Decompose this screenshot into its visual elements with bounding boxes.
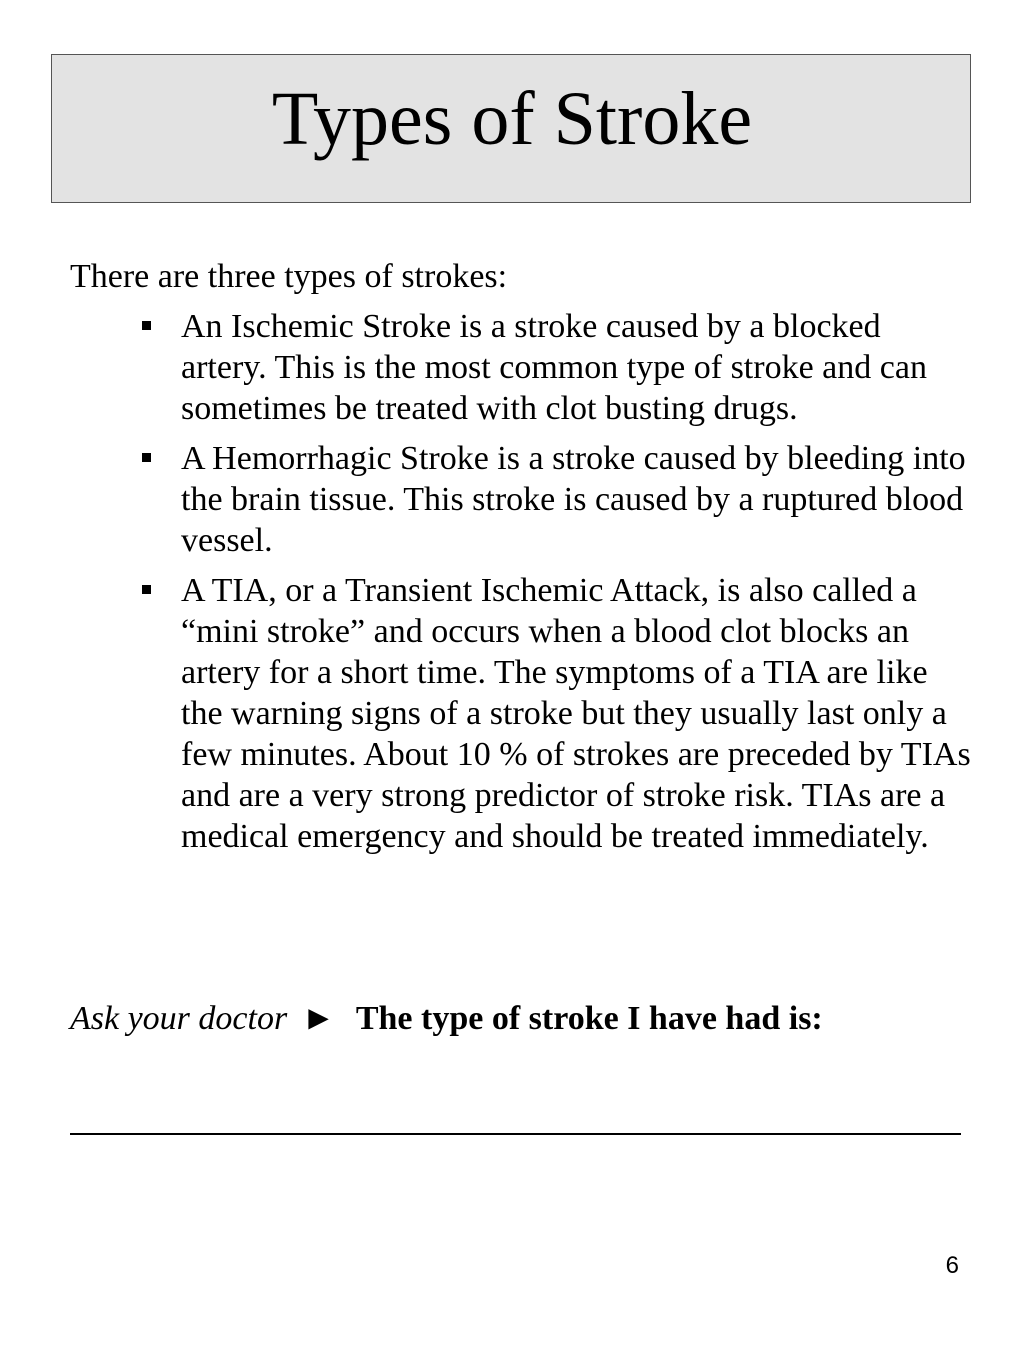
page-title: Types of Stroke	[271, 77, 753, 161]
answer-blank-line[interactable]	[70, 1133, 961, 1135]
list-item-text: A Hemorrhagic Stroke is a stroke caused by bleeding into the brain tissue. This stroke is caused by a ruptured blood vessel.	[181, 440, 966, 559]
stroke-types-list	[0, 306, 971, 866]
list-item-ischemic	[0, 306, 971, 429]
square-bullet-icon	[142, 321, 151, 330]
ask-doctor-question: The type of stroke I have had is:	[355, 1000, 823, 1037]
page-number: 6	[945, 1252, 959, 1279]
list-item-tia	[0, 570, 971, 857]
ask-doctor-prompt	[70, 998, 823, 1039]
list-item-text: A TIA, or a Transient Ischemic Attack, is also called a “mini stroke” and occurs when a blood clot blocks an artery for a short time. The symptoms of a TIA are like the warning signs of a stroke but they usually last only a few minutes. About 10 % of strokes are preceded by TIAs and are a very strong predictor of stroke risk. TIAs are a medical emergency and should be treated immediately.	[181, 572, 971, 855]
intro-text: There are three types of strokes:	[70, 258, 508, 295]
arrow-right-icon: ►	[301, 1000, 336, 1037]
list-item-text: An Ischemic Stroke is a stroke caused by a blocked artery. This is the most common type of stroke and can sometimes be treated with clot busting drugs.	[181, 308, 927, 427]
square-bullet-icon	[142, 453, 151, 462]
ask-doctor-label: Ask your doctor	[70, 1000, 288, 1037]
list-item-hemorrhagic	[0, 438, 971, 561]
square-bullet-icon	[142, 585, 151, 594]
